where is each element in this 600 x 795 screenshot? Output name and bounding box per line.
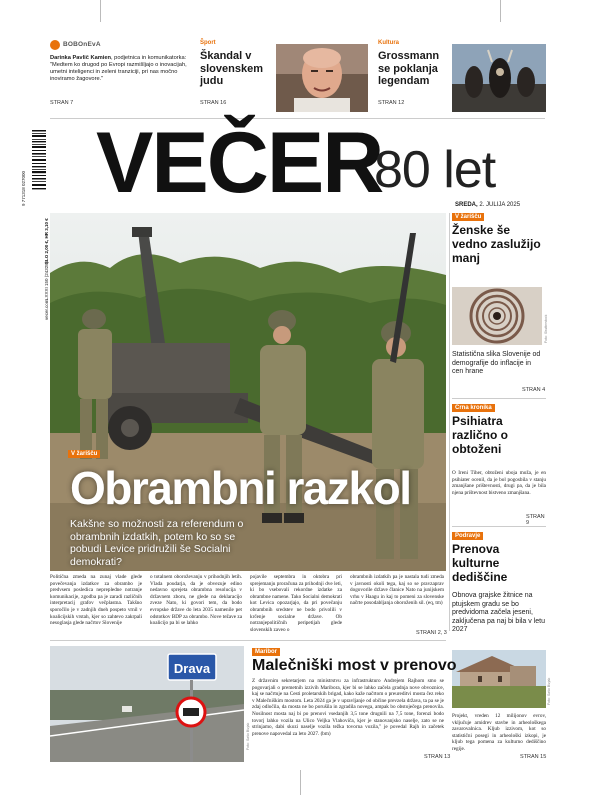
bobo-author: Darinka Pavlič Kamien — [50, 55, 112, 61]
right-a-credit: Foto: Shutterstock — [544, 314, 548, 343]
bobo-page: STRAN 7 — [50, 100, 74, 106]
sport-headline: Škandal v slovenskem judu — [200, 50, 263, 87]
right-b-tag: Črna kronika — [452, 404, 495, 412]
kultura-headline: Grossmann se poklanja legendam — [378, 50, 440, 87]
right-a-headline: Ženske še vedno zaslužijo manj — [452, 223, 541, 265]
sport-section: Šport — [200, 40, 216, 46]
kultura-teaser[interactable] — [378, 40, 546, 112]
masthead-anniv: 80 let — [374, 141, 496, 199]
bottom-text: Z državnim sekretarjem na ministrstvu za infrastrukturo Andrejem Rajhom smo se pogovarjali o premetnih izzivih Maribora, kjer bi se lahko začela gradnja nove obvoznice, kaj se načrtuje na Cesti proletarskih brigad, kako kaže načrtom o preureditvi mosta čez reko v Malečniškim mostom. Leta 2024 ga je v upravljanje od občine prevzela država, ta pa se je zdaj odločila, da mosta ne bo porušila in zgradila novega, ampak bo obstoječega prenovila. Nosilnost mosta naj bi po prenovi vsedanjih 3,5 tone drugnili na 7,5 tone, forenzi bodo tovorj lahko vozila na Ulico Veljka Vlahoviča, kjer je stanovanjsko naselje, zato se ne strinjamo, dabi skozi naselje vozila težka tovorna vozila," je povedal Rajh in začetek prenove napovedal za leto 2027. (bm) — [252, 678, 444, 737]
right-c-credit: Foto: Sašo Bizjak — [547, 677, 551, 705]
masthead-date — [455, 202, 520, 208]
lead-tag: V žarišču — [68, 450, 100, 458]
bottom-headline[interactable]: Malečniški most v prenovo — [252, 657, 457, 674]
right-story-b[interactable] — [452, 404, 548, 526]
bobo-teaser[interactable] — [50, 40, 195, 110]
side-price: SLO 2,00 €, HR 3,10 € — [44, 218, 49, 264]
bottom-tag: Maribor — [252, 648, 280, 656]
barcode-icon — [32, 130, 46, 190]
right-story-a[interactable] — [452, 213, 548, 396]
lead-col-4: obrambnih izdatkih pa je nastala tudi zmeda v javnosti okoli tega, kaj so se pravzaprav dogovorile države članice Nato na junijskem vrhu v Haagu in kaj to pomeni za slovenske načrte posodabljanja oboroženih sil. (eq, tm) — [350, 574, 444, 607]
right-b-page: STRAN 9 — [526, 514, 545, 526]
top-strip — [0, 0, 600, 118]
kultura-page: STRAN 12 — [378, 100, 405, 106]
bottom-page: STRAN 13 — [424, 754, 451, 760]
date-rest: 2. JULIJA 2025 — [479, 202, 521, 208]
bottom-photo — [50, 646, 244, 762]
lead-subhead: Kakšne so možnosti za referendum o obrambnih izdatkih, potem ko so se pobudi Levice pridružili še Socialni demokrati? — [70, 518, 244, 568]
right-c-headline: Prenova kulturne dediščine — [452, 542, 508, 584]
right-a-photo — [452, 287, 542, 345]
side-web: vecer.com — [44, 299, 49, 320]
barcode-number: 9 771318 027000 — [21, 170, 26, 206]
sport-teaser[interactable] — [200, 40, 368, 112]
bobo-role: , podjetnica in komunikatorka: — [111, 55, 187, 61]
right-c-tag: Podravje — [452, 532, 483, 540]
right-b-headline: Psihiatra različno o obtoženi — [452, 414, 509, 456]
right-b-text: O Ireni Tiher, obtoženi uboja moža, je en psihiater ocenil, da je bol pogosbila v stanju zmanjšane prištevnosti, drugi pa, da je bila njena prištevnost bistveno zmanjšana. — [452, 470, 546, 496]
lead-col-1: Politična zmeda na zunaj vlade glede povečevanja izdatkov za obrambo je predvsem posledica neprepledne notranje komunikacije, zgodba pa je zaradi različnih interpretacij grafov večplastna. Takšno sporočilo je v zadnjih dneh pospeto vrnil v koalicijskih vrstah, kjer so zahtevo zakrpali nesoglasja glede načrtov Slovenije — [50, 574, 142, 627]
kultura-photo — [452, 44, 546, 112]
bobo-quote: "Medtem ko drugod po Evropi razmišljajo o inovacijah, umetni inteligenci in zeleni tranziciji, pri nas močno inoviramo žagovore." — [50, 62, 187, 82]
masthead-title: VEČER — [96, 115, 383, 211]
sport-photo — [276, 44, 368, 112]
side-issue: LXXXI 150 (24328) — [44, 261, 49, 300]
right-c-photo — [452, 650, 546, 708]
right-c-caption: Obnova grajske žitnice na ptujskem gradu se bo predvidoma začela jeseni, zaključena pa naj bi bila v letu 2027 — [452, 592, 546, 633]
kultura-section: Kultura — [378, 40, 399, 46]
date-day: SREDA, — [455, 202, 478, 208]
lead-col-3: pojavile septembra in oktobra pri sprejemanju proračuna za prihodnji dve leti, ki bo vsebovali rekordne izdatke za obrambne namene. Tako Socialni demokrati kot Levica opozarjajo, da pri povečanju obrambnih sredstev ne bodo privolili v krčenje socialne države. Ob notranjepolitičnih peripetijah glede slovenskih zaveo o — [250, 574, 342, 633]
bottom-sign-text: Drava — [173, 661, 211, 676]
lead-page: STRANI 2, 3 — [416, 630, 447, 636]
masthead — [0, 115, 600, 214]
bobo-brand: BOBOnEvA — [63, 41, 101, 48]
right-a-caption: Statistična slika Slovenije od demografije do inflacije in cen hrane — [452, 351, 541, 375]
bobo-logo — [50, 40, 60, 50]
right-a-tag: V žarišču — [452, 213, 484, 221]
lead-col-2: o totalnem oboroževanju v prihodnjih letih. Vlada poudarja, da je obvezuje edino nedavno sprejeta obrambna resolucija v državnem zboru, ne glede na deklaracijo zveze Nato, ki govori tem, da bodo evropske države do leta 2035 namenile pet odstotkov BDP za obrambo. Nove težave za koalicijo pa bi se lahko — [150, 574, 242, 627]
right-story-c[interactable] — [452, 532, 548, 632]
sport-page: STRAN 16 — [200, 100, 227, 106]
right-c-text: Projekt, vreden 12 milijonov evrov, vključuje arnidrev stavbe in arheološkega zavarovalnica. Kljub izzivom, kot so statistični posegi in arheološki izkopi, je kljub tega pomena za kulturno dediščino regije. — [452, 713, 546, 752]
right-a-page: STRAN 4 — [522, 387, 546, 393]
right-c-page: STRAN 15 — [520, 754, 547, 760]
bottom-credit: Foto: Sašo Bizjak — [246, 722, 250, 750]
lead-headline[interactable]: Obrambni razkol — [70, 462, 411, 514]
